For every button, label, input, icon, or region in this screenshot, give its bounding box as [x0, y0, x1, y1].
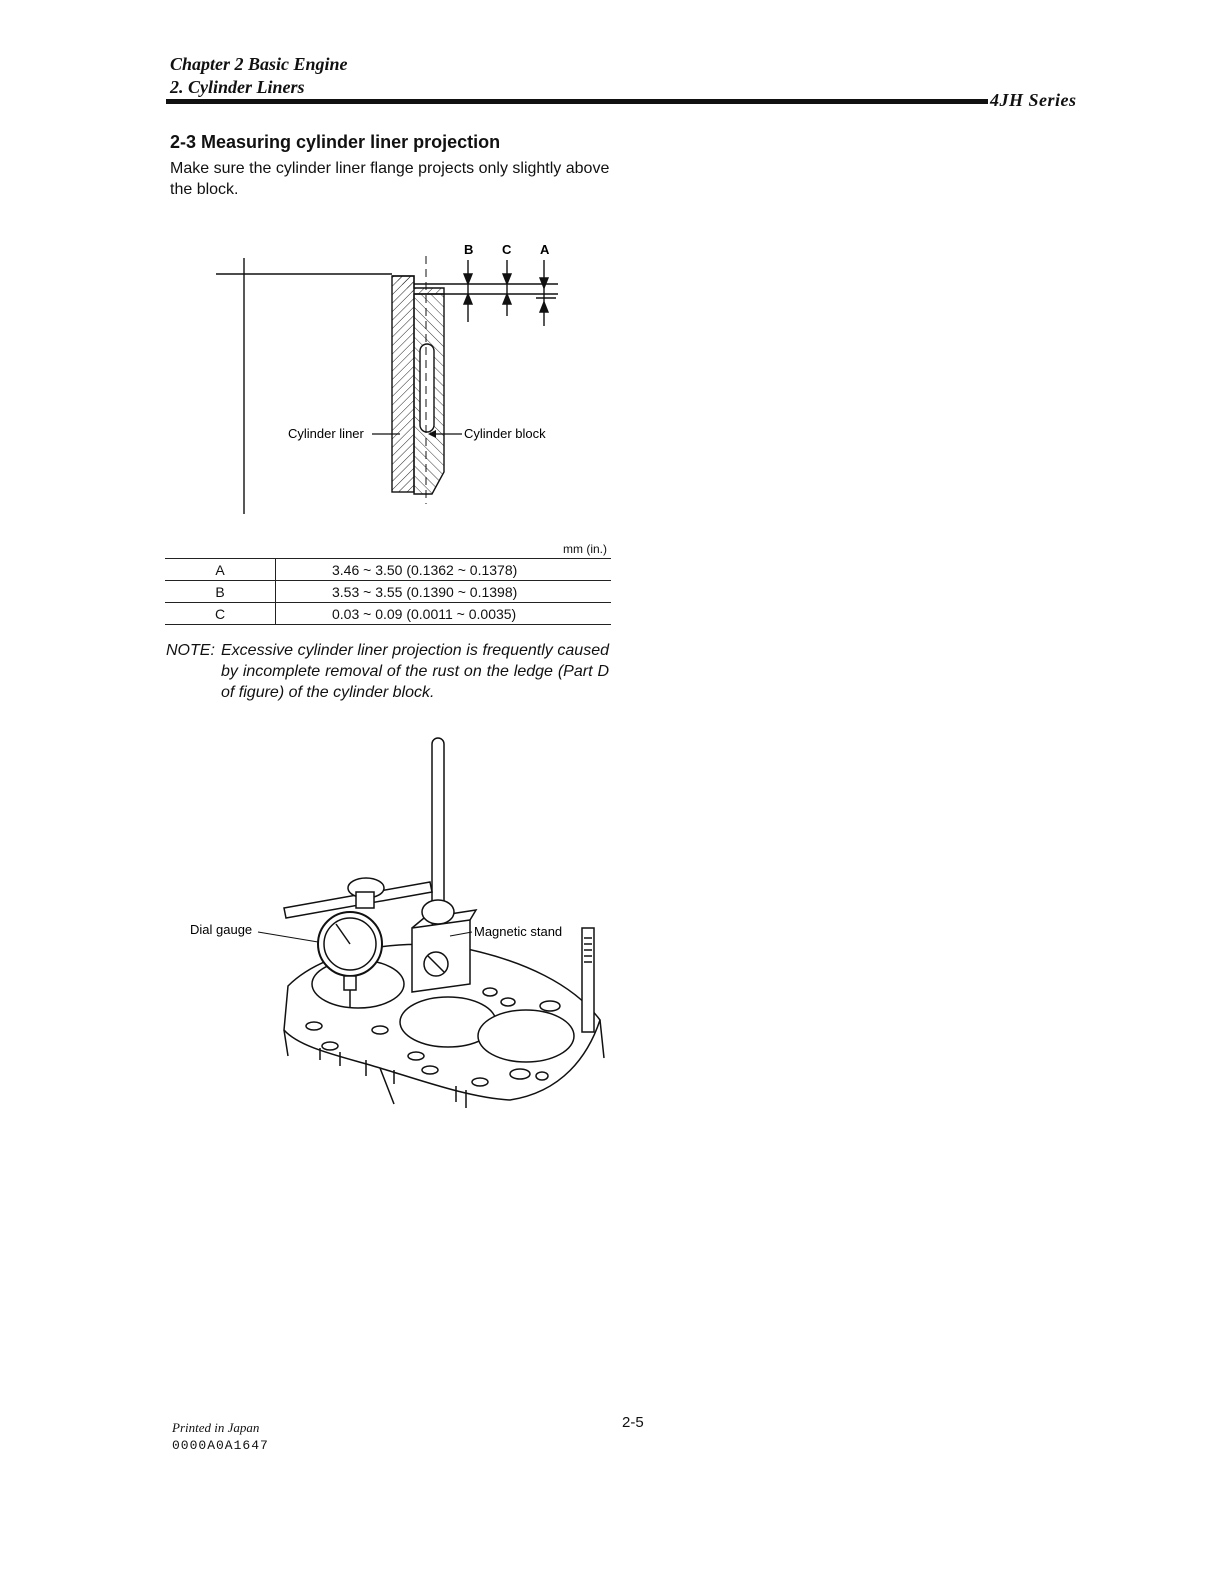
row-key: B	[165, 581, 276, 603]
header-rule	[166, 99, 988, 104]
series-label: 4JH Series	[990, 90, 1077, 110]
row-key: C	[165, 603, 276, 625]
chapter-heading: Chapter 2 Basic Engine	[170, 54, 348, 74]
note-label: NOTE:	[166, 642, 215, 659]
row-value: 3.46 ~ 3.50 (0.1362 ~ 0.1378)	[276, 559, 612, 581]
printed-in-label: Printed in Japan	[172, 1420, 260, 1435]
dim-label-c: C	[502, 242, 512, 257]
row-value: 0.03 ~ 0.09 (0.0011 ~ 0.0035)	[276, 603, 612, 625]
row-key: A	[165, 559, 276, 581]
section-title: 2-3 Measuring cylinder liner projection	[170, 132, 501, 152]
section-heading: 2. Cylinder Liners	[170, 77, 305, 97]
page-number: 2-5	[622, 1414, 644, 1431]
dim-label-b: B	[464, 242, 474, 257]
intro-paragraph: Make sure the cylinder liner flange projects only slightly above the block.	[170, 160, 610, 198]
note-text: Excessive cylinder liner projection is frequently caused by incomplete removal of the rust on the ledge (Part D of figure) of the cylinder block.	[221, 642, 609, 701]
cylinder-block-label: Cylinder block	[464, 426, 546, 441]
magnetic-stand-label: Magnetic stand	[474, 924, 563, 939]
table-row	[165, 581, 611, 603]
dial-gauge-label: Dial gauge	[190, 922, 253, 937]
dial-gauge-setup-illustration	[180, 730, 620, 1120]
table-unit: mm (in.)	[563, 542, 607, 556]
projection-spec-table	[165, 558, 611, 625]
dim-label-a: A	[540, 242, 550, 257]
table-row	[165, 559, 611, 581]
table-row	[165, 603, 611, 625]
row-value: 3.53 ~ 3.55 (0.1390 ~ 0.1398)	[276, 581, 612, 603]
cylinder-liner-label: Cylinder liner	[288, 426, 364, 441]
document-code: 0000A0A1647	[172, 1438, 269, 1453]
liner-projection-diagram	[200, 232, 580, 522]
